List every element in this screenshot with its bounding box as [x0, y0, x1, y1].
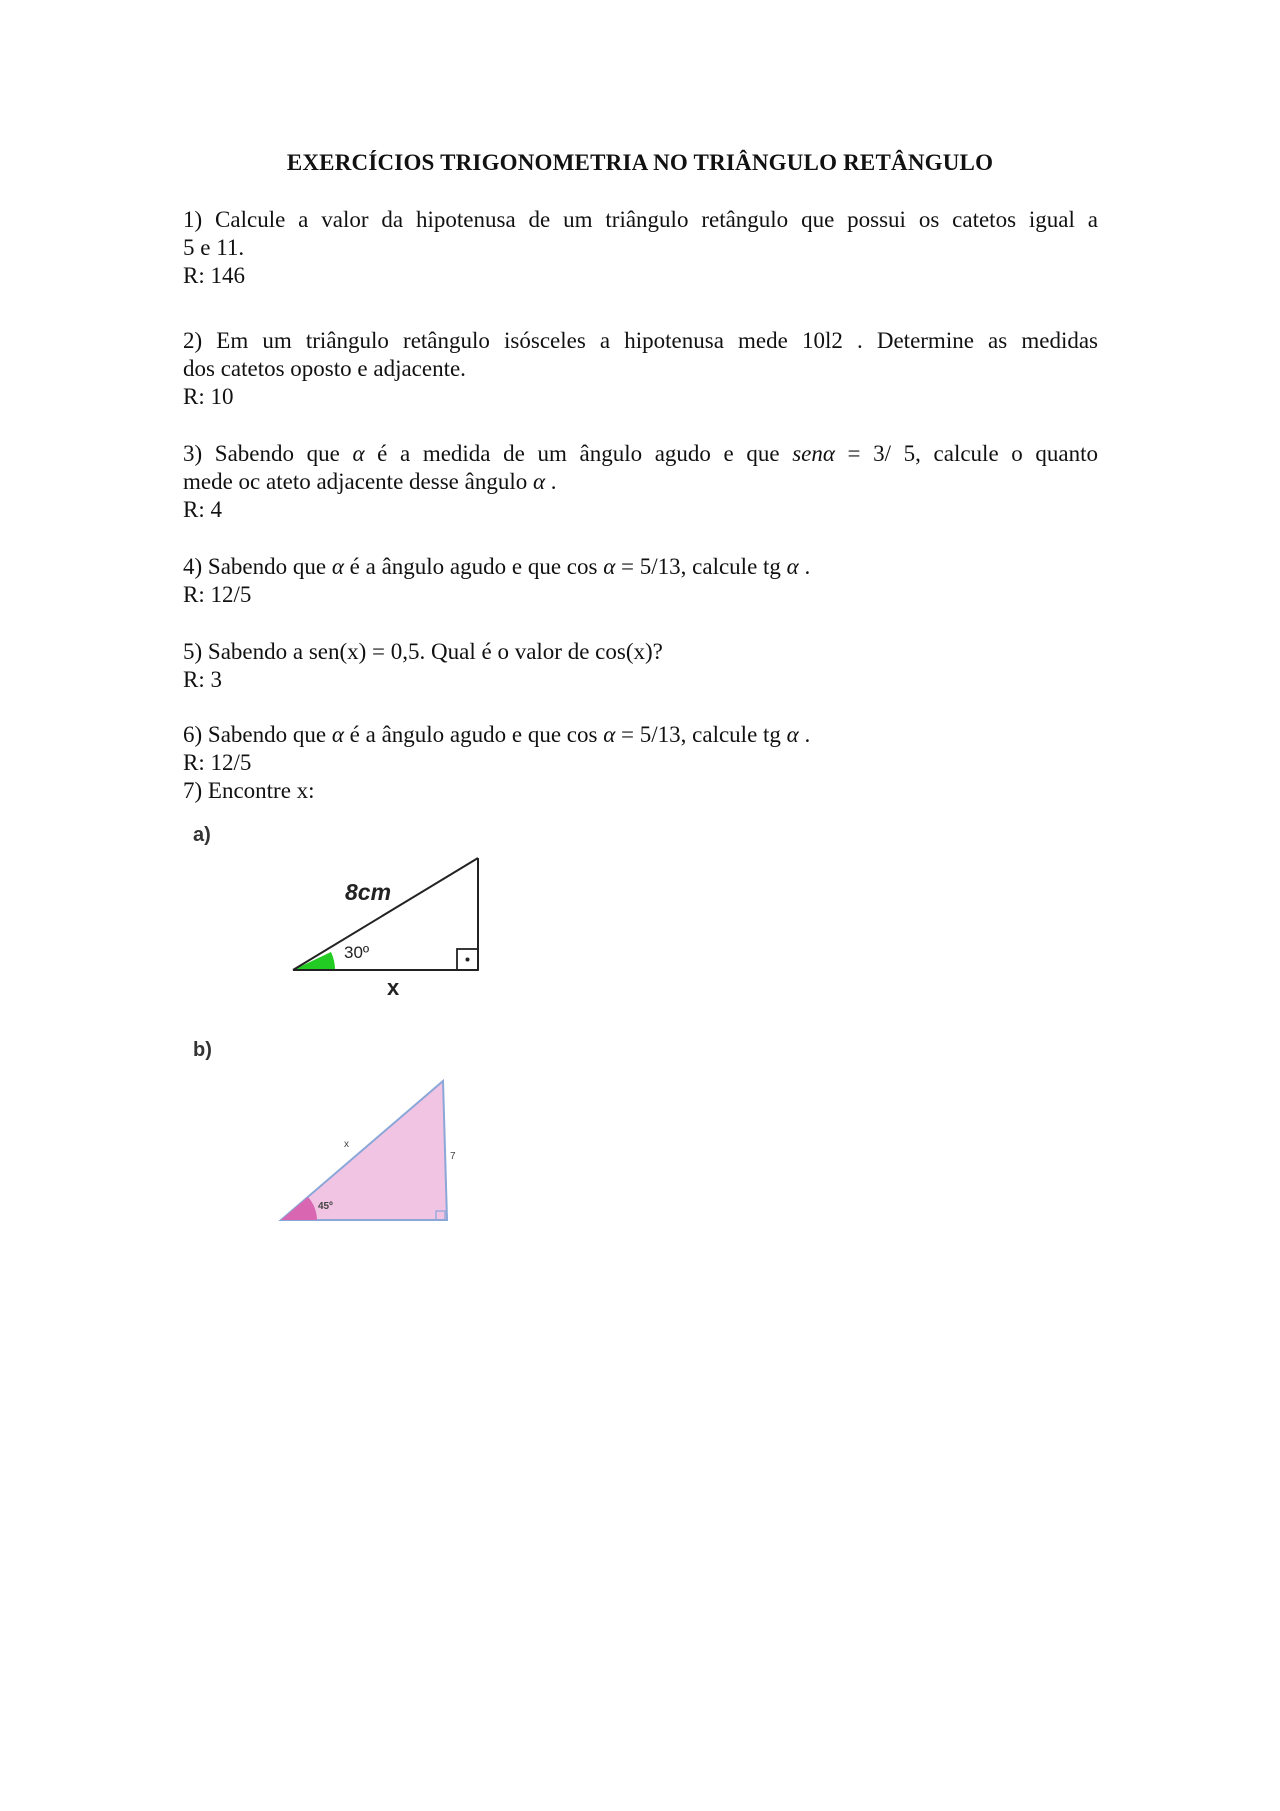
question-1-line-2: 5 e 11.: [183, 235, 245, 260]
sen-alpha-expression: senα: [792, 441, 835, 466]
question-3-line-2: [183, 468, 1098, 496]
figure-b-hypotenuse-label: x: [344, 1139, 349, 1150]
q3-text-a: 3) Sabendo que: [183, 441, 353, 466]
question-4-line-1: [183, 553, 1098, 581]
figure-a-hypotenuse: [293, 858, 478, 970]
question-2: [183, 327, 1098, 411]
question-2-answer: R: 10: [183, 384, 234, 409]
figure-a-hypotenuse-label: 8cm: [345, 879, 392, 905]
q4-text-a: 4) Sabendo que: [183, 554, 332, 579]
figure-a-triangle: [285, 848, 495, 998]
figure-a-base-label: x: [387, 975, 400, 1000]
alpha-symbol: α: [786, 554, 799, 579]
question-6-line-1: [183, 721, 1098, 749]
question-2-line-2: dos catetos oposto e adjacente.: [183, 356, 466, 381]
question-4: [183, 553, 1098, 609]
alpha-symbol: α: [603, 554, 616, 579]
q3-text-c: = 3/ 5, calcule o quanto: [834, 441, 1099, 466]
question-5-line-1: 5) Sabendo a sen(x) = 0,5. Qual é o valor de cos(x)?: [183, 639, 663, 664]
question-1-line-1: 1) Calcule a valor da hipotenusa de um triângulo retângulo que possui os catetos igual a: [183, 207, 1098, 232]
alpha-symbol: α: [331, 554, 344, 579]
alpha-symbol: α: [331, 722, 344, 747]
q6-text-a: 6) Sabendo que: [183, 722, 332, 747]
figure-a-angle-label: 30º: [344, 943, 370, 962]
q6-text-c: = 5/13, calcule tg: [615, 722, 787, 747]
figure-b-label: b): [193, 1039, 212, 1061]
question-5-answer: R: 3: [183, 667, 222, 692]
alpha-symbol: α: [352, 441, 365, 466]
question-3-answer: R: 4: [183, 497, 222, 522]
question-3: [183, 440, 1098, 524]
q6-text-b: é a ângulo agudo e que cos: [343, 722, 604, 747]
q3-text-b: é a medida de um ângulo agudo e que: [364, 441, 793, 466]
alpha-symbol: α: [603, 722, 616, 747]
q4-text-d: .: [798, 554, 811, 579]
question-2-line-1: 2) Em um triângulo retângulo isósceles a hipotenusa mede 10l2 . Determine as medidas: [183, 328, 1098, 353]
alpha-symbol: α: [532, 469, 546, 494]
page-title: EXERCÍCIOS TRIGONOMETRIA NO TRIÂNGULO RETÂNGULO: [286, 150, 994, 175]
q4-text-c: = 5/13, calcule tg: [615, 554, 787, 579]
figure-b-angle-label: 45º: [318, 1201, 333, 1212]
question-3-line-1: [183, 440, 1098, 468]
alpha-symbol: α: [786, 722, 799, 747]
question-5: [183, 638, 1098, 694]
question-7-prompt: 7) Encontre x:: [183, 778, 315, 803]
question-6: [183, 721, 1098, 805]
question-1: [183, 206, 1098, 290]
figure-b-side-label: 7: [450, 1151, 456, 1162]
question-1-answer: R: 146: [183, 263, 245, 288]
figure-a-label: a): [193, 824, 211, 846]
figure-a-right-angle-dot: [466, 958, 470, 962]
q4-text-b: é a ângulo agudo e que cos: [343, 554, 604, 579]
q6-text-d: .: [798, 722, 811, 747]
question-6-answer: R: 12/5: [183, 750, 252, 775]
figure-b-triangle: [275, 1075, 455, 1240]
q3-text-d: mede oc ateto adjacente desse ângulo: [183, 469, 533, 494]
question-4-answer: R: 12/5: [183, 582, 252, 607]
q3-text-e: .: [545, 469, 557, 494]
